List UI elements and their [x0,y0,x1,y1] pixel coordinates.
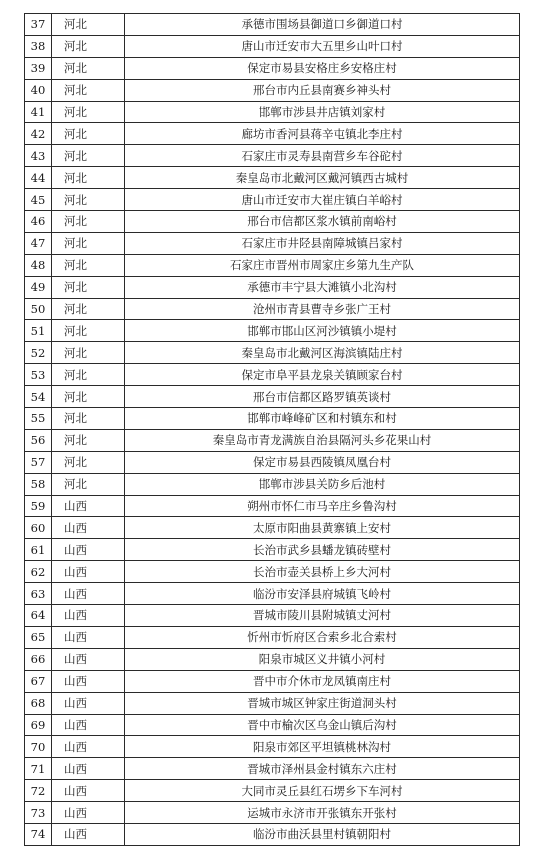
village-name-cell: 保定市阜平县龙泉关镇顾家台村 [125,364,520,386]
village-name-cell: 大同市灵丘县红石塄乡下车河村 [125,780,520,802]
village-name-cell: 保定市易县西陵镇凤凰台村 [125,451,520,473]
province-cell: 河北 [52,123,125,145]
province-cell: 山西 [52,670,125,692]
table-body [25,14,520,846]
province-cell: 河北 [52,298,125,320]
village-name-cell: 阳泉市郊区平坦镇桃林沟村 [125,736,520,758]
table-row [25,145,520,167]
table-row [25,495,520,517]
row-number-cell: 56 [25,429,52,451]
village-name-cell: 长治市武乡县蟠龙镇砖壁村 [125,539,520,561]
village-name-cell: 廊坊市香河县蒋辛屯镇北李庄村 [125,123,520,145]
table-row [25,626,520,648]
village-name-cell: 石家庄市井陉县南障城镇吕家村 [125,232,520,254]
village-name-cell: 邯郸市峰峰矿区和村镇东和村 [125,408,520,430]
table-row [25,561,520,583]
table-row [25,408,520,430]
row-number-cell: 48 [25,254,52,276]
row-number-cell: 38 [25,35,52,57]
province-cell: 河北 [52,386,125,408]
province-cell: 河北 [52,14,125,36]
table-row [25,670,520,692]
row-number-cell: 70 [25,736,52,758]
table-row [25,342,520,364]
table-row [25,167,520,189]
province-cell: 河北 [52,57,125,79]
village-name-cell: 朔州市怀仁市马辛庄乡鲁沟村 [125,495,520,517]
village-name-cell: 晋城市陵川县附城镇丈河村 [125,605,520,627]
province-cell: 河北 [52,189,125,211]
village-name-cell: 承德市围场县御道口乡御道口村 [125,14,520,36]
province-cell: 山西 [52,758,125,780]
table-row [25,736,520,758]
table-row [25,298,520,320]
row-number-cell: 55 [25,408,52,430]
village-name-cell: 临汾市曲沃县里村镇朝阳村 [125,823,520,845]
row-number-cell: 57 [25,451,52,473]
row-number-cell: 49 [25,276,52,298]
province-cell: 山西 [52,823,125,845]
row-number-cell: 64 [25,605,52,627]
province-cell: 河北 [52,232,125,254]
table-row [25,276,520,298]
province-cell: 河北 [52,101,125,123]
table-row [25,320,520,342]
province-cell: 河北 [52,451,125,473]
province-cell: 河北 [52,408,125,430]
table-row [25,605,520,627]
province-cell: 山西 [52,583,125,605]
province-cell: 山西 [52,736,125,758]
village-name-cell: 临汾市安泽县府城镇飞岭村 [125,583,520,605]
row-number-cell: 62 [25,561,52,583]
table-row [25,648,520,670]
table-row [25,57,520,79]
row-number-cell: 52 [25,342,52,364]
village-name-cell: 晋中市介休市龙凤镇南庄村 [125,670,520,692]
row-number-cell: 40 [25,79,52,101]
table-row [25,254,520,276]
province-cell: 山西 [52,539,125,561]
province-cell: 山西 [52,561,125,583]
row-number-cell: 54 [25,386,52,408]
table-row [25,758,520,780]
province-cell: 河北 [52,167,125,189]
province-cell: 山西 [52,714,125,736]
province-cell: 河北 [52,211,125,233]
row-number-cell: 37 [25,14,52,36]
table-row [25,714,520,736]
row-number-cell: 73 [25,802,52,824]
province-cell: 河北 [52,320,125,342]
row-number-cell: 65 [25,626,52,648]
row-number-cell: 74 [25,823,52,845]
village-name-cell: 邯郸市涉县关防乡后池村 [125,473,520,495]
village-name-cell: 阳泉市城区义井镇小河村 [125,648,520,670]
village-name-cell: 长治市壶关县桥上乡大河村 [125,561,520,583]
province-cell: 河北 [52,429,125,451]
village-name-cell: 忻州市忻府区合索乡北合索村 [125,626,520,648]
row-number-cell: 59 [25,495,52,517]
village-name-cell: 晋城市城区钟家庄街道洞头村 [125,692,520,714]
province-cell: 山西 [52,626,125,648]
table-row [25,211,520,233]
table-row [25,79,520,101]
village-name-cell: 唐山市迁安市大五里乡山叶口村 [125,35,520,57]
row-number-cell: 41 [25,101,52,123]
province-cell: 山西 [52,605,125,627]
province-cell: 山西 [52,648,125,670]
table-row [25,386,520,408]
row-number-cell: 53 [25,364,52,386]
row-number-cell: 51 [25,320,52,342]
table-row [25,364,520,386]
table-row [25,189,520,211]
village-name-cell: 唐山市迁安市大崔庄镇白羊峪村 [125,189,520,211]
row-number-cell: 43 [25,145,52,167]
table-row [25,14,520,36]
village-name-cell: 秦皇岛市北戴河区戴河镇西古城村 [125,167,520,189]
village-name-cell: 邢台市信都区浆水镇前南峪村 [125,211,520,233]
row-number-cell: 67 [25,670,52,692]
village-name-cell: 秦皇岛市青龙满族自治县隔河头乡花果山村 [125,429,520,451]
row-number-cell: 69 [25,714,52,736]
table-row [25,780,520,802]
table-row [25,35,520,57]
table-row [25,429,520,451]
row-number-cell: 58 [25,473,52,495]
province-cell: 河北 [52,364,125,386]
row-number-cell: 45 [25,189,52,211]
province-cell: 河北 [52,276,125,298]
row-number-cell: 68 [25,692,52,714]
village-name-cell: 保定市易县安格庄乡安格庄村 [125,57,520,79]
village-name-cell: 石家庄市晋州市周家庄乡第九生产队 [125,254,520,276]
table-row [25,517,520,539]
table-row [25,123,520,145]
row-number-cell: 47 [25,232,52,254]
village-name-cell: 运城市永济市开张镇东开张村 [125,802,520,824]
row-number-cell: 50 [25,298,52,320]
row-number-cell: 71 [25,758,52,780]
village-name-cell: 晋城市泽州县金村镇东六庄村 [125,758,520,780]
table-row [25,539,520,561]
table-row [25,823,520,845]
table-row [25,583,520,605]
province-cell: 山西 [52,802,125,824]
province-cell: 河北 [52,35,125,57]
table-row [25,802,520,824]
village-name-cell: 邢台市内丘县南赛乡神头村 [125,79,520,101]
village-name-cell: 邯郸市涉县井店镇刘家村 [125,101,520,123]
province-cell: 河北 [52,254,125,276]
village-name-cell: 晋中市榆次区乌金山镇后沟村 [125,714,520,736]
table-row [25,451,520,473]
village-list-table [24,13,520,846]
village-name-cell: 承德市丰宁县大滩镇小北沟村 [125,276,520,298]
table-row [25,232,520,254]
province-cell: 山西 [52,692,125,714]
province-cell: 河北 [52,342,125,364]
row-number-cell: 66 [25,648,52,670]
row-number-cell: 46 [25,211,52,233]
row-number-cell: 42 [25,123,52,145]
row-number-cell: 44 [25,167,52,189]
village-name-cell: 邢台市信都区路罗镇英谈村 [125,386,520,408]
province-cell: 山西 [52,517,125,539]
province-cell: 河北 [52,145,125,167]
village-name-cell: 太原市阳曲县黄寨镇上安村 [125,517,520,539]
province-cell: 山西 [52,780,125,802]
province-cell: 河北 [52,79,125,101]
table-row [25,473,520,495]
village-name-cell: 秦皇岛市北戴河区海滨镇陆庄村 [125,342,520,364]
table-row [25,692,520,714]
village-name-cell: 沧州市青县曹寺乡张广王村 [125,298,520,320]
village-name-cell: 邯郸市邯山区河沙镇镇小堤村 [125,320,520,342]
row-number-cell: 61 [25,539,52,561]
row-number-cell: 39 [25,57,52,79]
row-number-cell: 63 [25,583,52,605]
row-number-cell: 60 [25,517,52,539]
table-row [25,101,520,123]
province-cell: 山西 [52,495,125,517]
province-cell: 河北 [52,473,125,495]
row-number-cell: 72 [25,780,52,802]
village-name-cell: 石家庄市灵寿县南营乡车谷砣村 [125,145,520,167]
